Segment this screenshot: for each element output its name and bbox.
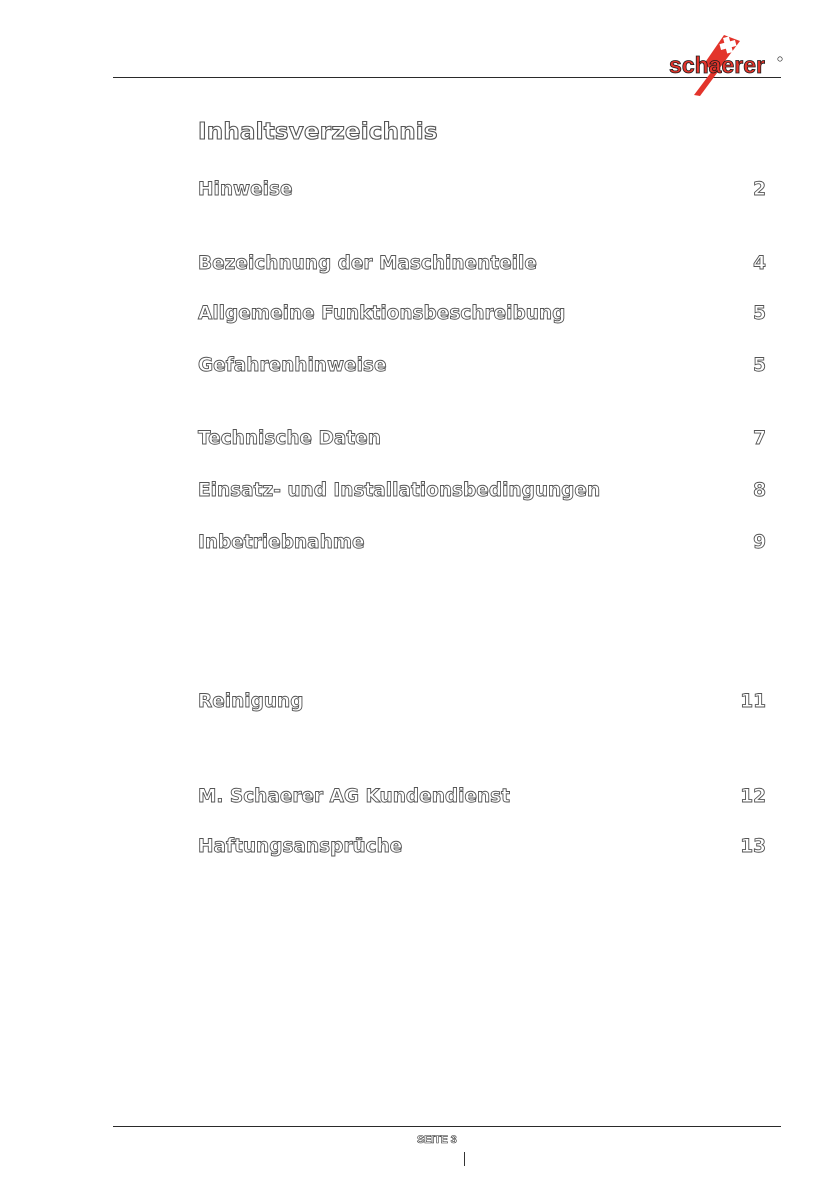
toc-entry-page: 8: [753, 479, 766, 501]
toc-entry-page: 5: [753, 302, 766, 324]
toc-entry: [198, 688, 766, 714]
toc-entry-label: Hinweise: [198, 178, 293, 200]
toc-entry: [198, 477, 766, 503]
toc-entry-label: M. Schaerer AG Kundendienst: [198, 785, 511, 807]
toc-entry: [198, 833, 766, 859]
toc-entry: [198, 250, 766, 276]
toc-entry-label: Einsatz- und Installationsbedingungen: [198, 479, 601, 501]
toc-entry: [198, 425, 766, 451]
toc-entry-label: Technische Daten: [198, 427, 381, 449]
toc-entry-page: 4: [753, 252, 766, 274]
page-marker: [464, 1152, 465, 1166]
toc-entry-label: Gefahrenhinweise: [198, 354, 387, 376]
toc-entry: [198, 783, 766, 809]
toc-entry-page: 7: [753, 427, 766, 449]
schaerer-logo: [654, 31, 784, 97]
toc-title: Inhaltsverzeichnis: [198, 119, 438, 145]
toc-entry-label: Allgemeine Funktionsbeschreibung: [198, 302, 566, 324]
toc-entry: [198, 529, 766, 555]
footer-divider: [113, 1126, 781, 1127]
toc-entry: [198, 300, 766, 326]
toc-entry-page: 2: [753, 178, 766, 200]
toc-entry-label: Inbetriebnahme: [198, 531, 365, 553]
toc-entry-label: Reinigung: [198, 690, 304, 712]
logo-wordmark: schaerer: [669, 52, 765, 78]
toc-entry-page: 5: [753, 354, 766, 376]
toc-entry: [198, 352, 766, 378]
toc-entry-label: Haftungsansprüche: [198, 835, 403, 857]
toc-entry-page: 13: [740, 835, 766, 857]
toc-entry-page: 9: [753, 531, 766, 553]
toc-entry-page: 11: [740, 690, 766, 712]
toc-entry-page: 12: [740, 785, 766, 807]
registered-mark-icon: [778, 57, 782, 61]
toc-entry-label: Bezeichnung der Maschinenteile: [198, 252, 537, 274]
toc-entry: [198, 176, 766, 202]
page-number-label: SEITE 3: [417, 1134, 457, 1146]
